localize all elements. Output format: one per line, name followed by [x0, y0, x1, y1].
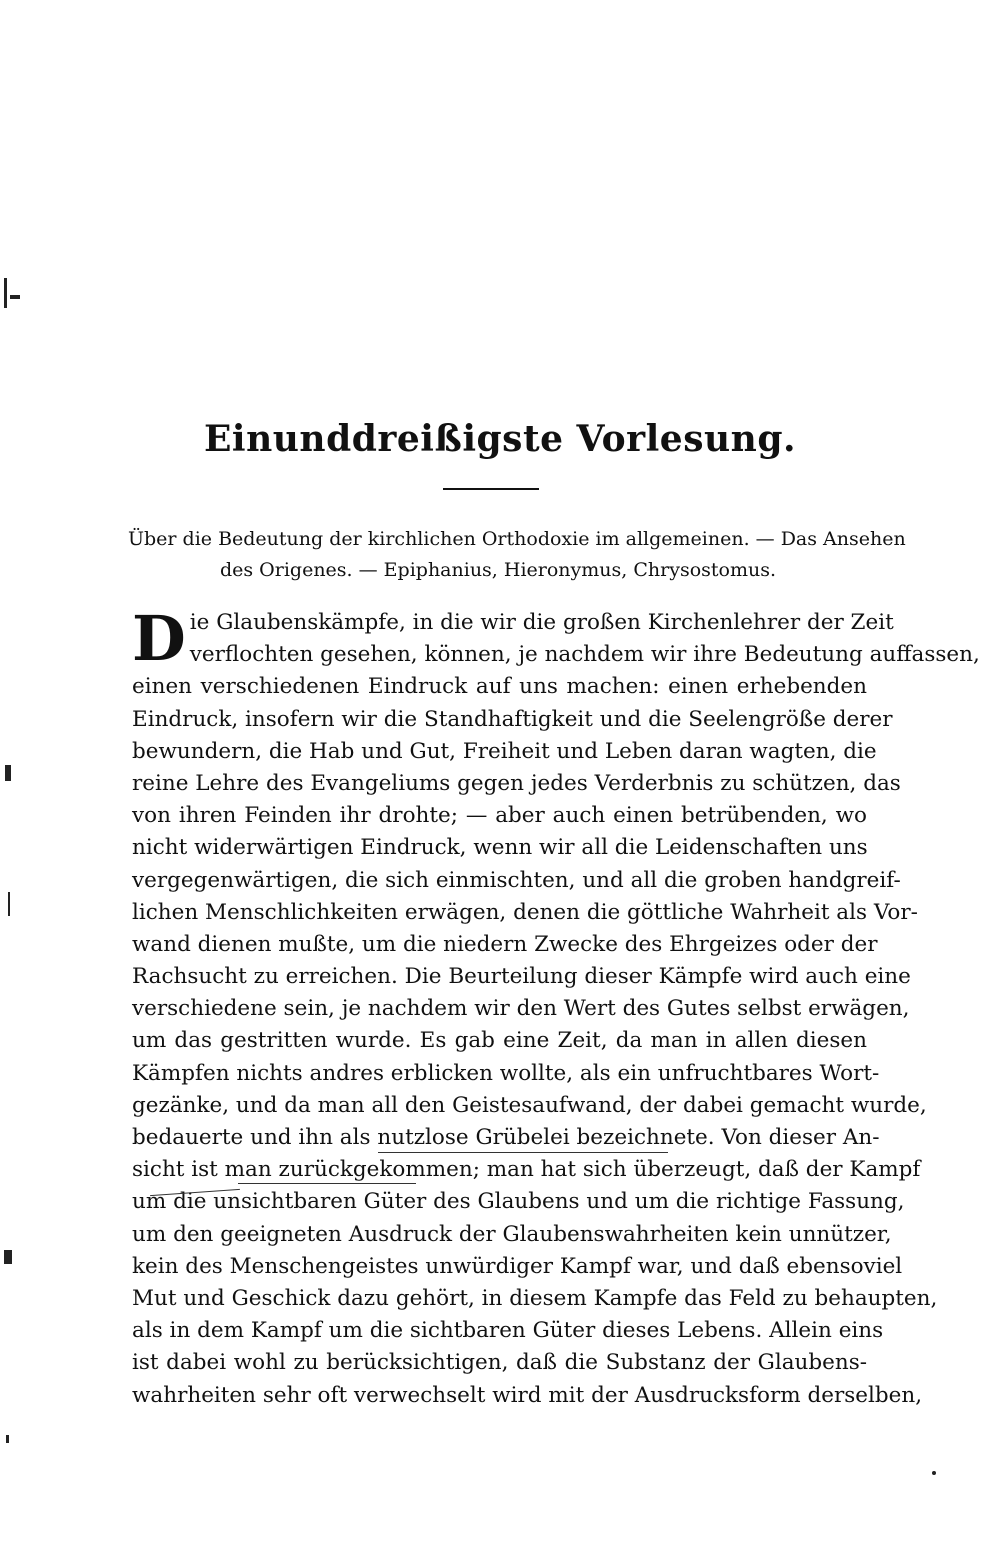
body-line: ist dabei wohl zu berücksichtigen, daß die Substanz der Glaubens-: [132, 1350, 867, 1376]
body-line: verflochten gesehen, können, je nachdem wir ihre Bedeutung auffassen,: [189, 642, 980, 668]
margin-mark: [6, 1435, 9, 1443]
body-line: Mut und Geschick dazu gehört, in diesem Kampfe das Feld zu behaupten,: [132, 1285, 938, 1311]
margin-mark: [5, 765, 11, 781]
margin-mark: [10, 295, 20, 299]
body-line: einen verschiedenen Eindruck auf uns machen: einen erhebenden: [132, 674, 867, 700]
body-line: vergegenwärtigen, die sich einmischten, und all die groben handgreif-: [132, 867, 901, 893]
body-line: reine Lehre des Evangeliums gegen jedes Verderbnis zu schützen, das: [132, 770, 901, 796]
body-line: ie Glaubenskämpfe, in die wir die großen Kirchenlehrer der Zeit: [189, 610, 894, 635]
body-line: sicht ist man zurückgekommen; man hat sich überzeugt, daß der Kampf: [132, 1157, 921, 1183]
body-line: bewundern, die Hab und Gut, Freiheit und Leben daran wagten, die: [132, 738, 877, 764]
body-line: um das gestritten wurde. Es gab eine Zeit, da man in allen diesen: [132, 1028, 867, 1054]
body-line: wand dienen mußte, um die niedern Zwecke des Ehrgeizes oder der: [132, 931, 878, 957]
body-text: [132, 602, 980, 1412]
body-line: nicht widerwärtigen Eindruck, wenn wir all die Leidenschaften uns: [132, 835, 868, 861]
margin-mark: [4, 278, 7, 308]
body-line: Kämpfen nichts andres erblicken wollte, als ein unfruchtbares Wort-: [132, 1060, 880, 1086]
margin-mark: [8, 892, 10, 916]
summary-line: Über die Bedeutung der kirchlichen Orthodoxie im allgemeinen. — Das Ansehen: [128, 528, 906, 550]
body-line: gezänke, und da man all den Geistesaufwand, der dabei gemacht wurde,: [132, 1092, 927, 1118]
body-line: Eindruck, insofern wir die Standhaftigkeit und die Seelengröße derer: [132, 706, 893, 732]
body-line: lichen Menschlichkeiten erwägen, denen die göttliche Wahrheit als Vor-: [132, 899, 918, 925]
body-line: von ihren Feinden ihr drohte; — aber auch einen betrübenden, wo: [132, 803, 867, 829]
title-divider: [443, 488, 539, 490]
pencil-underline: [238, 1183, 416, 1184]
body-line: als in dem Kampf um die sichtbaren Güter dieses Lebens. Allein eins: [132, 1318, 884, 1344]
body-line: um die unsichtbaren Güter des Glaubens und um die richtige Fassung,: [132, 1189, 905, 1215]
body-line: Rachsucht zu erreichen. Die Beurteilung dieser Kämpfe wird auch eine: [132, 964, 911, 990]
body-line: wahrheiten sehr oft verwechselt wird mit der Ausdrucksform derselben,: [132, 1382, 923, 1408]
body-line: kein des Menschengeistes unwürdiger Kampf war, und daß ebensoviel: [132, 1253, 903, 1279]
body-line: bedauerte und ihn als nutzlose Grübelei bezeichnete. Von dieser An-: [132, 1125, 880, 1150]
body-line: um den geeigneten Ausdruck der Glaubenswahrheiten kein unnützer,: [132, 1221, 892, 1247]
drop-cap: D: [132, 602, 186, 675]
chapter-summary: [128, 524, 906, 586]
body-line: verschiedene sein, je nachdem wir den Wert des Gutes selbst erwägen,: [132, 996, 910, 1022]
margin-mark: [4, 1250, 12, 1264]
pencil-underline: [378, 1152, 668, 1153]
speck: [932, 1471, 936, 1475]
lecture-title: Einunddreißigste Vorlesung.: [203, 418, 797, 460]
summary-line: des Origenes. — Epiphanius, Hieronymus, Chrysostomus.: [219, 559, 777, 581]
